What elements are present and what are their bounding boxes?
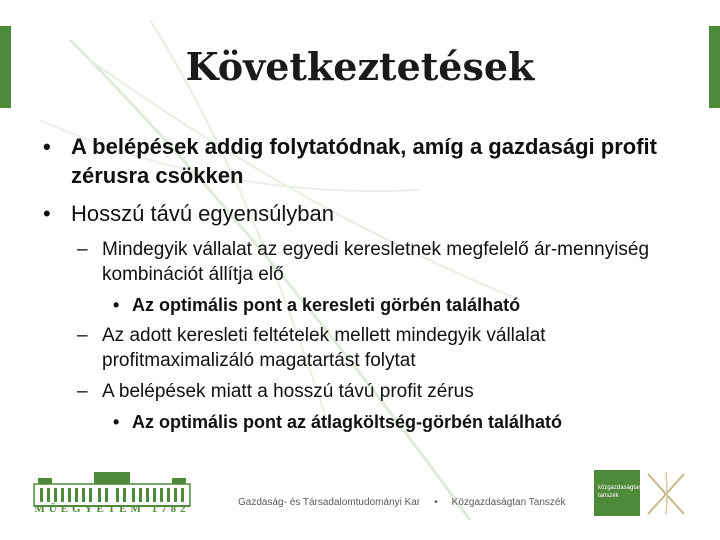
- list-item-text: Az adott keresleti feltételek mellett mindegyik vállalat profitmaximalizáló magatartást folytat: [102, 325, 546, 371]
- list-item-text: Hosszú távú egyensúlyban: [71, 201, 334, 226]
- dash-marker: –: [77, 381, 88, 402]
- department-logo-box: [594, 470, 640, 516]
- list-item-text: Az optimális pont az átlagköltség-görbén található: [132, 412, 563, 432]
- list-item-text: A belépések addig folytatódnak, amíg a gazdasági profit zérusra csökken: [71, 134, 657, 188]
- dash-marker: –: [77, 239, 88, 260]
- bullet-marker: •: [43, 201, 51, 226]
- list-item-text: A belépések miatt a hosszú távú profit zérus: [102, 381, 474, 402]
- slide-title: Következtetések: [185, 44, 535, 89]
- bullet-marker: •: [113, 412, 120, 432]
- faculty-name: Gazdaság- és Társadalomtudományi Kar: [238, 497, 421, 508]
- list-item: [40, 410, 680, 434]
- list-item-text: Az optimális pont a keresleti görbén található: [132, 295, 521, 315]
- list-item: [40, 323, 680, 373]
- list-item: [40, 132, 680, 190]
- dept-box-line2: tanszék: [598, 493, 619, 499]
- list-item: [40, 199, 680, 228]
- department-name: Közgazdaságtan Tanszék: [451, 497, 566, 508]
- list-item: [40, 379, 680, 404]
- department-emblem-icon: [644, 470, 688, 516]
- list-item: [40, 237, 680, 287]
- list-item: [40, 293, 680, 317]
- dash-marker: –: [77, 325, 88, 346]
- logo-caption: MŰEGYETEM 1782: [34, 503, 190, 515]
- bullet-marker: •: [43, 134, 51, 159]
- footer-text: [238, 497, 565, 508]
- dept-box-line1: közgazdaságtan: [598, 485, 642, 491]
- bullet-marker: •: [113, 295, 120, 315]
- footer-separator: •: [434, 497, 438, 508]
- bullet-list: [40, 132, 680, 440]
- list-item-text: Mindegyik vállalat az egyedi keresletnek megfelelő ár-mennyiség kombinációt állítja elő: [102, 239, 650, 285]
